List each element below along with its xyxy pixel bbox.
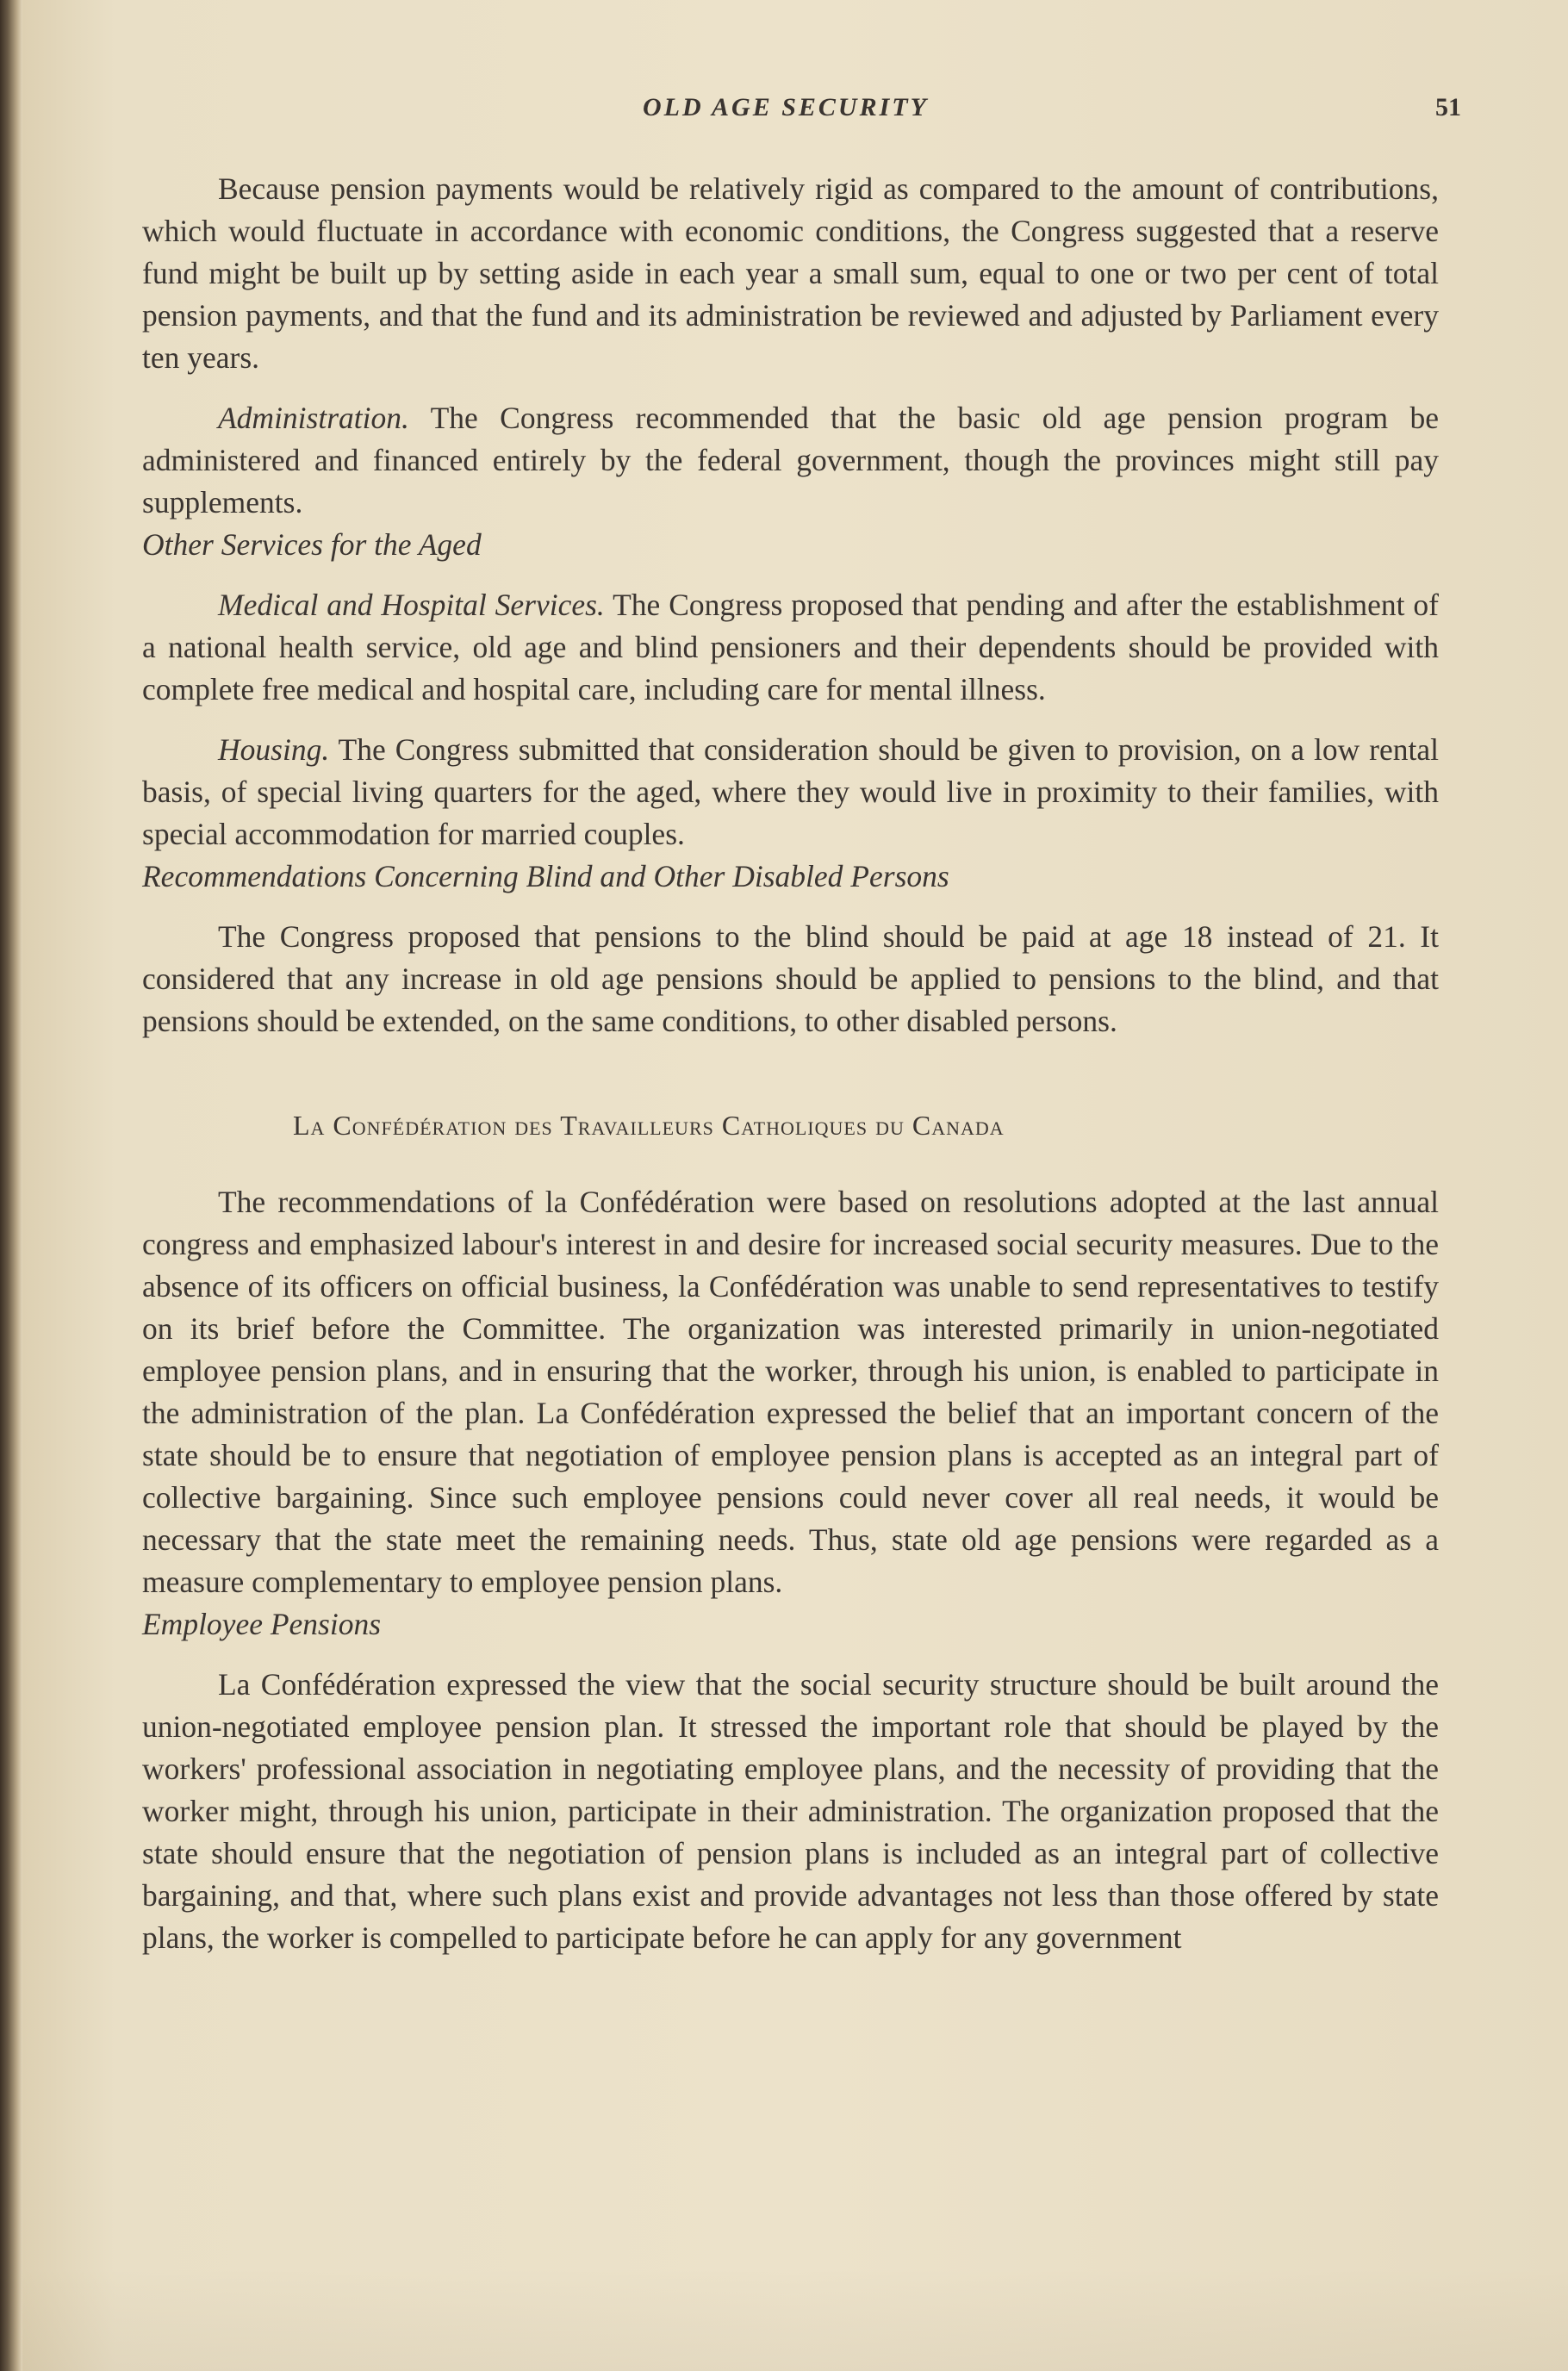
binding-edge — [0, 0, 22, 2371]
paragraph-administration-text: The Congress recommended that the basic old age pension program be administered and financed entirely by the federal government, though the provinces might still pay supplements. — [142, 401, 1439, 520]
run-in-heading-housing: Housing. — [218, 732, 330, 767]
page-shadow — [22, 2268, 1568, 2371]
heading-employee-pensions: Employee Pensions — [142, 1607, 382, 1641]
page-number: 51 — [1435, 93, 1461, 121]
page-body — [142, 168, 1439, 1959]
paragraph-medical — [142, 584, 1439, 711]
paragraph-medical-text: The Congress proposed that pending and after the establishment of a national health service, old age and blind pensioners and their dependents should be provided with complete free medical and hospital care, including care for mental illness. — [142, 588, 1439, 706]
paragraph-employee-pensions: La Confédération expressed the view that the social security structure should be built around the union-negotiated employee pension plan. It stressed the important role that should be played by the workers' professional association in negotiating employee plans, and the necessity of providing that the worker might, through his union, participate in their administration. The organization proposed that the state should ensure that the negotiation of pension plans is included as an integral part of collective bargaining, and that, where such plans exist and provide advantages not less than those offered by state plans, the worker is compelled to participate before he can apply for any government — [142, 1667, 1439, 1955]
heading-blind-disabled: Recommendations Concerning Blind and Other Disabled Persons — [142, 859, 949, 893]
run-in-heading-medical: Medical and Hospital Services. — [218, 588, 605, 622]
paragraph-housing-text: The Congress submitted that consideration should be given to provision, on a low rental basis, of special living quarters for the aged, where they would live in proximity to their families, with special accommodation for married couples. — [142, 732, 1439, 851]
paragraph-reserve-fund: Because pension payments would be relatively rigid as compared to the amount of contributions, which would fluctuate in accordance with economic conditions, the Congress suggested that a reserve fund might be built up by setting aside in each year a small sum, equal to one or two per cent of total pension payments, and that the fund and its administration be reviewed and adjusted by Parliament every ten years. — [142, 171, 1439, 375]
running-title: OLD AGE SECURITY — [643, 93, 929, 121]
run-in-heading-administration: Administration. — [218, 401, 409, 435]
paragraph-blind-pensions: The Congress proposed that pensions to the blind should be paid at age 18 instead of 21. It considered that any increase in old age pensions should be applied to pensions to the blind, and that pensions should be extended, on the same conditions, to other disabled persons. — [142, 919, 1439, 1038]
paragraph-administration — [142, 397, 1439, 524]
paragraph-housing — [142, 729, 1439, 856]
paragraph-confederation: The recommendations of la Confédération were based on resolutions adopted at the last annual congress and emphasized labour's interest in and desire for increased social security measures. Due to the absence of its officers on official business, la Confédération was unable to send representatives to testify on its brief before the Committee. The organization was interested primarily in union-negotiated employee pension plans, and in ensuring that the worker, through his union, is enabled to participate in the administration of the plan. La Confédération expressed the belief that an important concern of the state should be to ensure that negotiation of employee pension plans is accepted as an integral part of collective bargaining. Since such employee pensions could never cover all real needs, it would be necessary that the state meet the remaining needs. Thus, state old age pensions were regarded as a measure complementary to employee pension plans. — [142, 1185, 1439, 1599]
page-header — [160, 93, 1461, 136]
heading-confederation: La Confédération des Travailleurs Catholiques du Canada — [293, 1110, 1005, 1141]
heading-other-services: Other Services for the Aged — [142, 527, 482, 562]
